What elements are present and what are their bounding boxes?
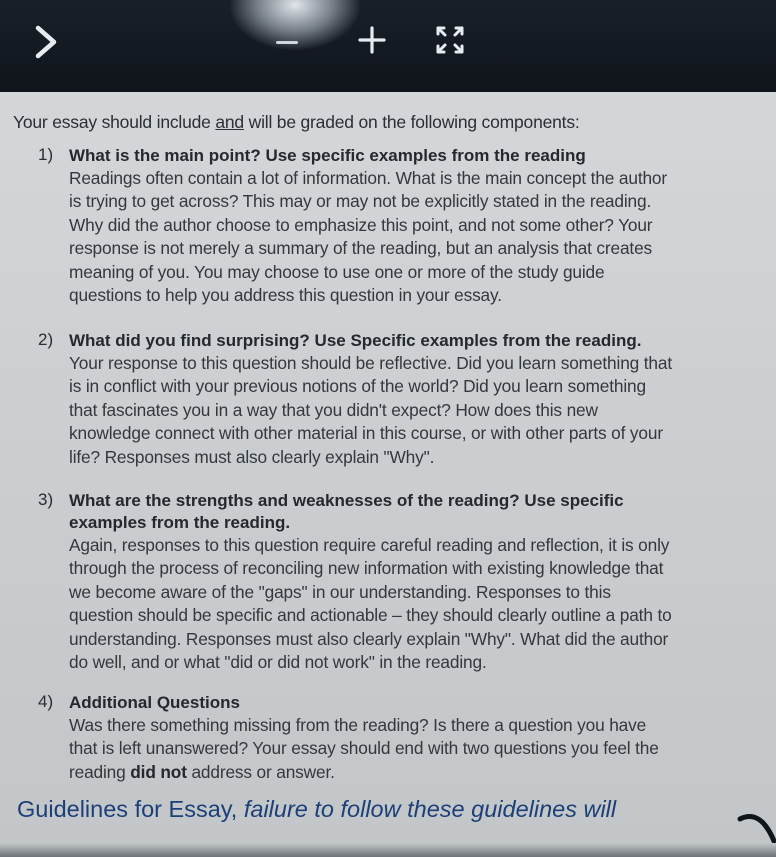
component-item-1 — [38, 145, 738, 307]
body-line: knowledge connect with other material in this course, or with other parts of your — [69, 423, 663, 444]
item-number: 3) — [38, 490, 54, 509]
minus-icon — [276, 41, 298, 44]
guidelines-heading — [17, 796, 616, 823]
intro-after: will be graded on the following components: — [243, 112, 580, 132]
body-line: is trying to get across? This may or may not be explicitly stated in the reading. — [69, 191, 652, 212]
plus-icon — [350, 18, 394, 62]
body-line: through the process of reconciling new information with existing knowledge that — [69, 558, 664, 579]
item-heading — [69, 490, 738, 534]
body-line: Readings often contain a lot of information. What is the main concept the author — [69, 168, 667, 188]
body-line: meaning of you. You may choose to use one or more of the study guide — [69, 261, 605, 282]
emphasis-text: did not — [130, 761, 187, 782]
item-body — [69, 352, 738, 469]
component-item-4 — [38, 692, 738, 784]
heading-italic: failure to follow these guidelines will — [243, 796, 617, 822]
component-item-2 — [38, 330, 738, 469]
item-number: 4) — [38, 692, 54, 711]
item-heading: What is the main point? Use specific examples from the reading — [69, 146, 586, 165]
item-heading: What did you find surprising? Use Specific examples from the reading. — [69, 331, 642, 350]
heading-line: What are the strengths and weaknesses of the reading? Use specific — [69, 491, 624, 510]
zoom-in-button[interactable] — [350, 18, 394, 62]
body-line: understanding. Responses must also clearly explain "Why". What did the author — [69, 628, 669, 649]
item-heading: Additional Questions — [69, 693, 240, 712]
intro-underlined-word: and — [215, 112, 244, 132]
expand-icon — [430, 20, 470, 60]
line-segment: reading — [69, 761, 131, 782]
body-line: do well, and or what "did or did not work" in the reading. — [69, 652, 487, 673]
body-line: is in conflict with your previous notions of the world? Did you learn something — [69, 376, 646, 397]
curve-arrow-icon — [734, 807, 776, 843]
back-button[interactable] — [26, 20, 66, 64]
document-page — [0, 92, 776, 857]
item-body — [69, 534, 738, 674]
component-item-3 — [38, 490, 738, 674]
bottom-shadow — [0, 843, 776, 857]
body-line: life? Responses must also clearly explain "Why". — [69, 446, 435, 467]
fullscreen-button[interactable] — [430, 20, 470, 60]
intro-before: Your essay should include — [13, 112, 216, 132]
viewer-toolbar — [0, 0, 776, 92]
body-line: question should be specific and actionable – they should clearly outline a path to — [69, 605, 672, 626]
body-line: we become aware of the "gaps" in our understanding. Responses to this — [69, 581, 611, 602]
heading-line: examples from the reading. — [69, 513, 291, 532]
body-line: response is not merely a summary of the reading, but an analysis that creates — [69, 238, 653, 259]
body-line: that is left unanswered? Your essay should end with two questions you feel the — [69, 738, 659, 759]
item-body — [69, 714, 738, 784]
chevron-right-icon — [26, 20, 66, 64]
heading-plain: Guidelines for Essay, — [17, 796, 244, 822]
intro-text — [13, 112, 580, 133]
body-line: Again, responses to this question require careful reading and reflection, it is only — [69, 535, 670, 555]
line-segment: address or answer. — [186, 761, 335, 782]
scroll-indicator[interactable] — [734, 807, 776, 843]
body-line: questions to help you address this question in your essay. — [69, 285, 502, 306]
body-line: Why did the author choose to emphasize this point, and not some other? Your — [69, 214, 653, 235]
body-line: Your response to this question should be reflective. Did you learn something that — [69, 353, 672, 373]
item-body — [69, 167, 738, 307]
body-line: Was there something missing from the reading? Is there a question you have — [69, 715, 647, 735]
zoom-out-button[interactable] — [266, 22, 310, 62]
body-line — [69, 761, 738, 784]
body-line: that fascinates you in a way that you didn't expect? How does this new — [69, 399, 598, 420]
item-number: 1) — [38, 145, 54, 164]
item-number: 2) — [38, 330, 54, 349]
